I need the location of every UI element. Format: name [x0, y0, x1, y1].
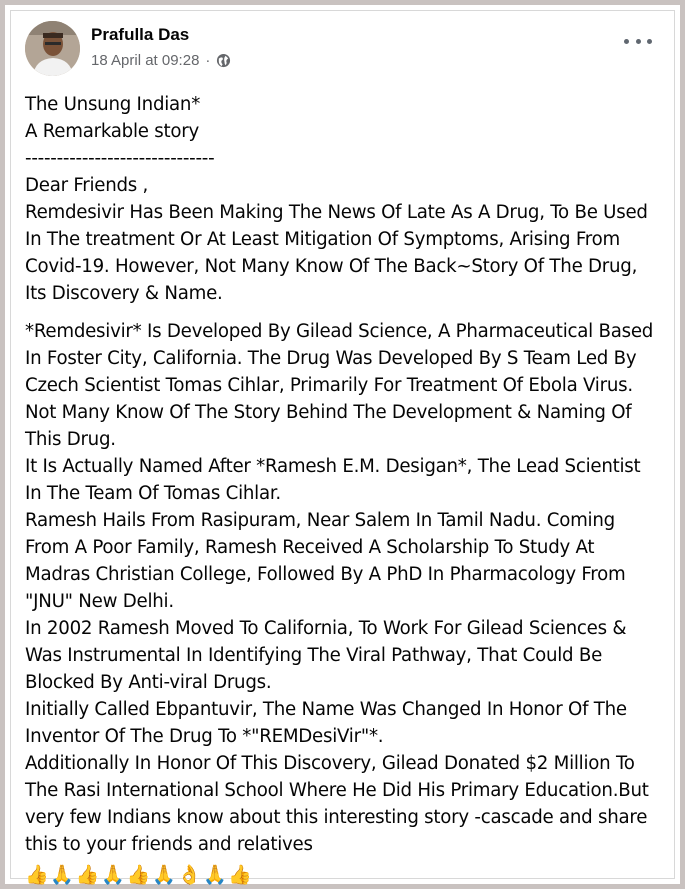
text-line: In The treatment Or At Least Mitigation Of Symptoms, Arising From [25, 229, 620, 250]
post-body [25, 91, 660, 888]
text-line: Additionally In Honor Of This Discovery, Gilead Donated $2 Million To [25, 753, 635, 774]
avatar-photo [25, 21, 80, 76]
thumbs-up-emoji: 👍 [126, 864, 151, 886]
folded-hands-emoji: 🙏 [50, 864, 74, 886]
post-header [25, 21, 660, 77]
text-line: Was Instrumental In Identifying The Viral Pathway, That Could Be [25, 645, 603, 666]
folded-hands-emoji: 🙏 [101, 864, 125, 886]
text-line: In Foster City, California. The Drug Was Developed By S Team Led By [25, 348, 637, 369]
body-part-1 [25, 91, 660, 307]
text-line: *Remdesivir* Is Developed By Gilead Science, A Pharmaceutical Based [25, 321, 654, 342]
text-line: Blocked By Anti-viral Drugs. [25, 672, 272, 693]
text-line: A Remarkable story [25, 121, 199, 142]
folded-hands-emoji: 🙏 [152, 864, 176, 886]
text-line: Remdesivir Has Been Making The News Of Late As A Drug, To Be Used [25, 202, 648, 223]
text-line: It Is Actually Named After *Ramesh E.M. Desigan*, The Lead Scientist [25, 456, 641, 477]
text-line: The Rasi International School Where He Did His Primary Education.But [25, 780, 649, 801]
text-line: Initially Called Ebpantuvir, The Name Was Changed In Honor Of The [25, 699, 627, 720]
emoji-row [25, 862, 660, 888]
thumbs-up-emoji: 👍 [25, 864, 49, 886]
thumbs-up-emoji: 👍 [75, 864, 100, 886]
text-line: In 2002 Ramesh Moved To California, To Work For Gilead Sciences & [25, 618, 627, 639]
text-line: this to your friends and relatives [25, 834, 313, 855]
timestamp[interactable]: 18 April at 09:28 [91, 52, 200, 69]
text-line: Ramesh Hails From Rasipuram, Near Salem In Tamil Nadu. Coming [25, 510, 615, 531]
text-line: ------------------------------ [25, 148, 215, 169]
thumbs-up-emoji: 👍 [228, 864, 252, 886]
text-line: Its Discovery & Name. [25, 283, 223, 304]
text-line: Dear Friends , [25, 175, 149, 196]
text-line: Czech Scientist Tomas Cihlar, Primarily For Treatment Of Ebola Virus. [25, 375, 633, 396]
text-line: This Drug. [25, 429, 116, 450]
text-line: From A Poor Family, Ramesh Received A Scholarship To Study At [25, 537, 595, 558]
post-meta [91, 52, 231, 69]
text-line: Covid-19. However, Not Many Know Of The Back~Story Of The Drug, [25, 256, 638, 277]
text-line: Madras Christian College, Followed By A PhD In Pharmacology From [25, 564, 626, 585]
text-line: Not Many Know Of The Story Behind The Development & Naming Of [25, 402, 632, 423]
avatar[interactable] [25, 21, 80, 76]
more-options-icon[interactable] [624, 31, 652, 51]
text-line: "JNU" New Delhi. [25, 591, 174, 612]
author-name[interactable]: Prafulla Das [91, 25, 190, 44]
folded-hands-emoji: 🙏 [202, 864, 227, 886]
text-line: In The Team Of Tomas Cihlar. [25, 483, 281, 504]
body-part-2 [25, 318, 660, 858]
meta-separator: · [205, 52, 211, 69]
globe-icon[interactable] [216, 53, 231, 68]
text-line: The Unsung Indian* [25, 94, 201, 115]
text-line: Inventor Of The Drug To *"REMDesiVir"*. [25, 726, 384, 747]
paragraph-gap [25, 307, 660, 318]
text-line: very few Indians know about this interesting story -cascade and share [25, 807, 648, 828]
ok-hand-emoji: 👌 [177, 864, 201, 886]
